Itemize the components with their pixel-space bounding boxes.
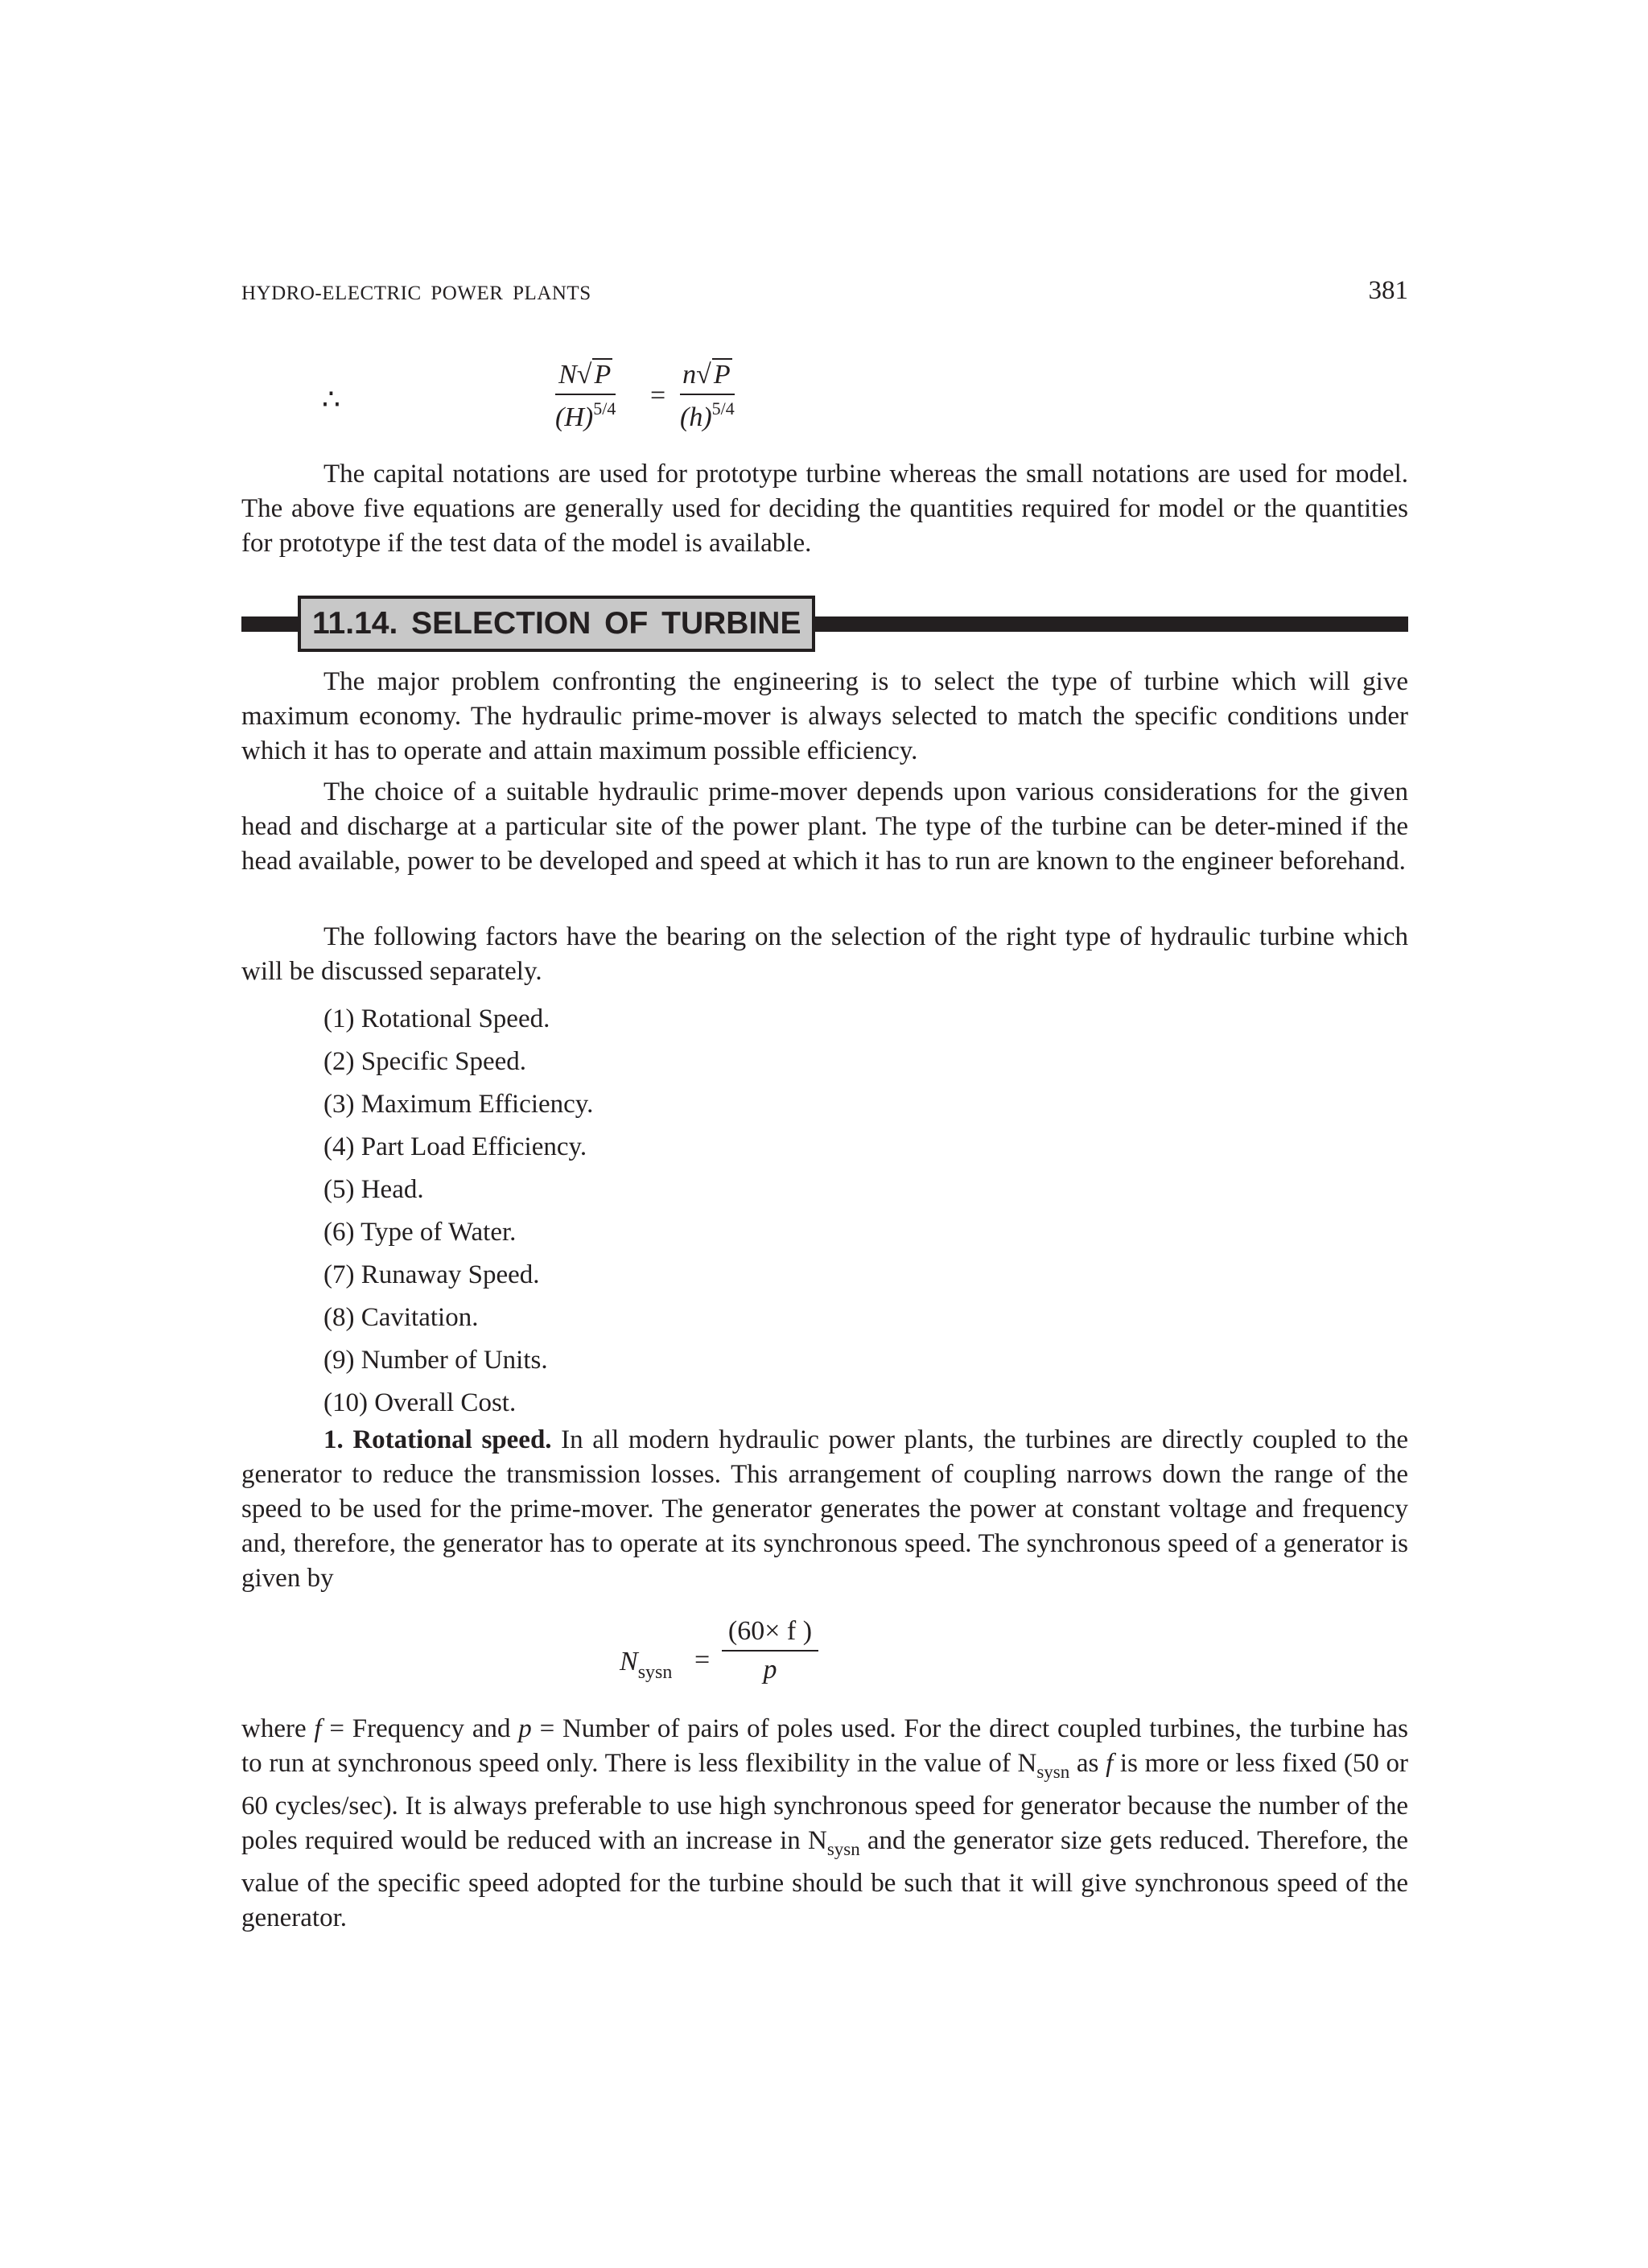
paragraph-major-problem: The major problem confronting the engineering is to select the type of turbine which will give maximum economy. The hydraulic prime-mover is always selected to match the specific conditions under which it has to operate and attain maximum possible efficiency. (241, 667, 1408, 765)
rotational-speed-heading: 1. Rotational speed. (323, 1425, 552, 1454)
list-item: (3) Maximum Efficiency. (323, 1090, 594, 1119)
fraction-bar (680, 394, 735, 395)
paragraph-factors-intro: The following factors have the bearing on the selection of the right type of hydraulic turbine which will be discussed separately. (241, 922, 1408, 986)
factors-list (323, 998, 593, 1425)
eq2-fraction (722, 1616, 818, 1685)
eq2-denominator: p (763, 1655, 777, 1685)
equals-sign: = (694, 1645, 711, 1675)
rotational-speed-text: In all modern hydraulic power plants, the turbines are directly coupled to the generator to reduce the transmission losses. This arrangement of coupling narrows down the range of the speed to be used for the prime-mover. The generator generates the power at constant voltage and frequency and, therefore, the generator has to operate at its synchronous speed. The synchronous speed of a generator is given by (241, 1425, 1409, 1593)
running-title: HYDRO-ELECTRIC POWER PLANTS (241, 282, 591, 304)
list-item: (4) Part Load Efficiency. (323, 1132, 587, 1161)
eq2-lhs: $N_{sysn}$ (620, 1647, 673, 1683)
list-item: (8) Cavitation. (323, 1303, 479, 1332)
list-item: (1) Rotational Speed. (323, 1004, 550, 1033)
equals-sign: = (650, 381, 666, 410)
lhs-denominator: $(H)^{5/4}$ (555, 398, 616, 432)
synchronous-speed-equation (241, 1616, 1408, 1705)
rhs-denominator: $(h)^{5/4}$ (680, 398, 735, 432)
list-item: (10) Overall Cost. (323, 1388, 517, 1417)
eq2-numerator: (60× f ) (727, 1616, 813, 1646)
lhs-numerator: N√P (558, 360, 612, 390)
list-item: (5) Head. (323, 1175, 424, 1204)
fraction-bar (555, 394, 616, 395)
list-item: (9) Number of Units. (323, 1346, 548, 1375)
page-number: 381 (1368, 276, 1408, 305)
rhs-fraction (680, 358, 735, 433)
section-title: 11.14. SELECTION OF TURBINE (298, 596, 815, 652)
lhs-fraction (555, 358, 616, 433)
rhs-numerator: n√P (682, 360, 731, 390)
specific-power-equation (241, 358, 1408, 447)
section-heading (241, 596, 1408, 652)
paragraph-notations: The capital notations are used for prototype turbine whereas the small notations are used for model. The above five equations are generally used for deciding the quantities required for model or the quantities for prototype if the test data of the model is available. (241, 460, 1408, 558)
list-item: (7) Runaway Speed. (323, 1260, 540, 1289)
book-page (241, 0, 1408, 2268)
running-head (241, 276, 1408, 308)
therefore-symbol: ∴ (322, 383, 340, 415)
paragraph-choice: The choice of a suitable hydraulic prime-mover depends upon various considerations for the given head and discharge at a particular site of the power plant. The type of the turbine can be deter-mined if the head available, power to be developed and speed at which it has to run are known to the engineer beforehand. (241, 777, 1408, 876)
fraction-bar (722, 1650, 818, 1652)
list-item: (2) Specific Speed. (323, 1047, 526, 1076)
paragraph-rotational-speed (241, 1423, 1408, 1596)
paragraph-where: where f = Frequency and p = Number of pairs of poles used. For the direct coupled turbines, the turbine has to run at synchronous speed only. There is less flexibility in the value of $N_{sysn}$ as f is more or less fixed (50 or 60 cycles/sec). It is always preferable to use high synchronous speed for generator because the number of the poles required would be reduced with an increase in $N_{sysn}$ and the generator size gets reduced. Therefore, the value of the specific speed adopted for the turbine should be such that it will give synchronous speed of the generator. (241, 1714, 1408, 1932)
list-item: (6) Type of Water. (323, 1218, 517, 1247)
